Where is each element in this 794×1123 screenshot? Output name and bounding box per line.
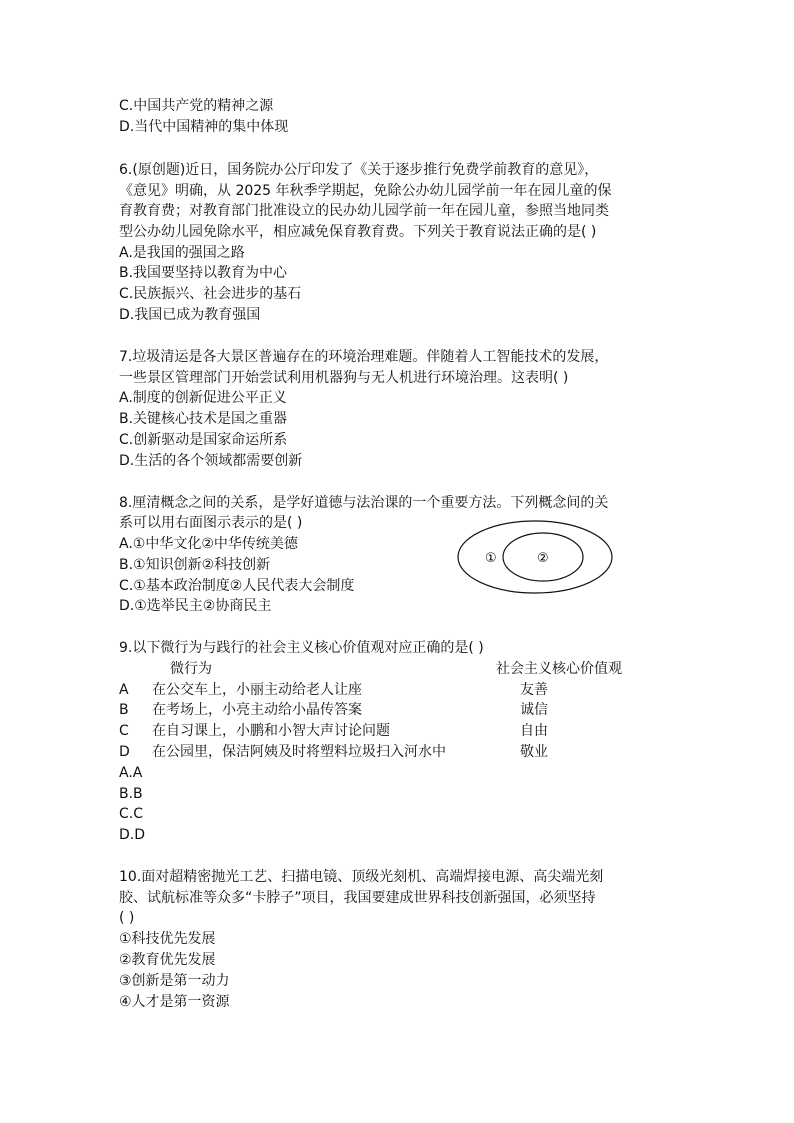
q10-item-1: ①科技优先发展: [119, 931, 216, 947]
q5-option-c: C.中国共产党的精神之源: [119, 98, 274, 114]
q9-row-value: 自由: [520, 723, 548, 739]
q10-stem-line-1: 10.面对超精密抛光工艺、扫描电镜、顶级光刻机、高端焊接电源、高尖端光刻: [119, 869, 604, 885]
q9-header-value: 社会主义核心价值观: [496, 661, 622, 677]
outer-label: ①: [485, 551, 497, 566]
q6-stem-line-3: 育教育费；对教育部门批准设立的民办幼儿园学前一年在园儿童，参照当地同类: [119, 203, 609, 219]
q6-stem-line-2: 《意见》明确，从 2025 年秋季学期起，免除公办幼儿园学前一年在园儿童的保: [119, 183, 612, 199]
q6-option-b: B.我国要坚持以教育为中心: [119, 265, 288, 281]
outer-ellipse: [458, 521, 612, 593]
q9-row-behavior: 在考场上，小亮主动给小晶传答案: [152, 702, 362, 718]
q9-option-d: D.D: [119, 827, 146, 843]
venn-diagram: [455, 518, 615, 596]
q8-option-c: C.①基本政治制度②人民代表大会制度: [119, 578, 355, 594]
q6-option-a: A.是我国的强国之路: [119, 245, 245, 261]
q6-option-c: C.民族振兴、社会进步的基石: [119, 286, 302, 302]
q9-row-value: 敬业: [520, 744, 548, 760]
q9-row-letter: D: [119, 744, 130, 760]
q10-item-4: ④人才是第一资源: [119, 994, 230, 1010]
q9-row-value: 友善: [520, 682, 548, 698]
q9-row-behavior: 在公园里，保洁阿姨及时将塑料垃圾扫入河水中: [152, 744, 446, 760]
inner-label: ②: [537, 551, 549, 566]
q8-option-a: A.①中华文化②中华传统美德: [119, 536, 298, 552]
q6-option-d: D.我国已成为教育强国: [119, 307, 261, 323]
q7-option-d: D.生活的各个领域都需要创新: [119, 453, 303, 469]
q9-row-letter: A: [119, 682, 129, 698]
q6-stem-line-4: 型公办幼儿园免除水平，相应减免保育教育费。下列关于教育说法正确的是( ): [119, 224, 597, 240]
q8-stem-line-1: 8.厘清概念之间的关系，是学好道德与法治课的一个重要方法。下列概念间的关: [119, 495, 609, 511]
q10-stem-line-3: ( ): [119, 910, 135, 926]
q8-option-d: D.①选举民主②协商民主: [119, 598, 272, 614]
q7-option-b: B.关键核心技术是国之重器: [119, 411, 288, 427]
q10-item-2: ②教育优先发展: [119, 952, 216, 968]
q9-row-value: 诚信: [520, 702, 548, 718]
q7-option-c: C.创新驱动是国家命运所系: [119, 432, 288, 448]
q9-stem: 9.以下微行为与践行的社会主义核心价值观对应正确的是( ): [119, 640, 484, 656]
q7-stem-line-1: 7.垃圾清运是各大景区普遍存在的环境治理难题。伴随着人工智能技术的发展，: [119, 349, 609, 365]
q7-option-a: A.制度的创新促进公平正义: [119, 390, 287, 406]
q5-option-d: D.当代中国精神的集中体现: [119, 119, 289, 135]
q8-stem-line-2: 系可以用右面图示表示的是( ): [119, 515, 303, 531]
q9-row-behavior: 在公交车上，小丽主动给老人让座: [152, 682, 362, 698]
q9-header-behavior: 微行为: [170, 661, 212, 677]
q10-stem-line-2: 胶、试航标准等众多“卡脖子”项目，我国要建成世界科技创新强国，必须坚持: [119, 890, 596, 906]
q10-item-3: ③创新是第一动力: [119, 973, 230, 989]
q9-row-letter: B: [119, 702, 129, 718]
q9-row-behavior: 在自习课上，小鹏和小智大声讨论问题: [152, 723, 390, 739]
q9-option-c: C.C: [119, 806, 144, 822]
q6-stem-line-1: 6.(原创题)近日，国务院办公厅印发了《关于逐步推行免费学前教育的意见》，: [119, 162, 599, 178]
q9-option-a: A.A: [119, 765, 143, 781]
q8-option-b: B.①知识创新②科技创新: [119, 557, 271, 573]
q9-option-b: B.B: [119, 786, 143, 802]
q9-row-letter: C: [119, 723, 129, 739]
q7-stem-line-2: 一些景区管理部门开始尝试利用机器狗与无人机进行环境治理。这表明( ): [119, 370, 569, 386]
